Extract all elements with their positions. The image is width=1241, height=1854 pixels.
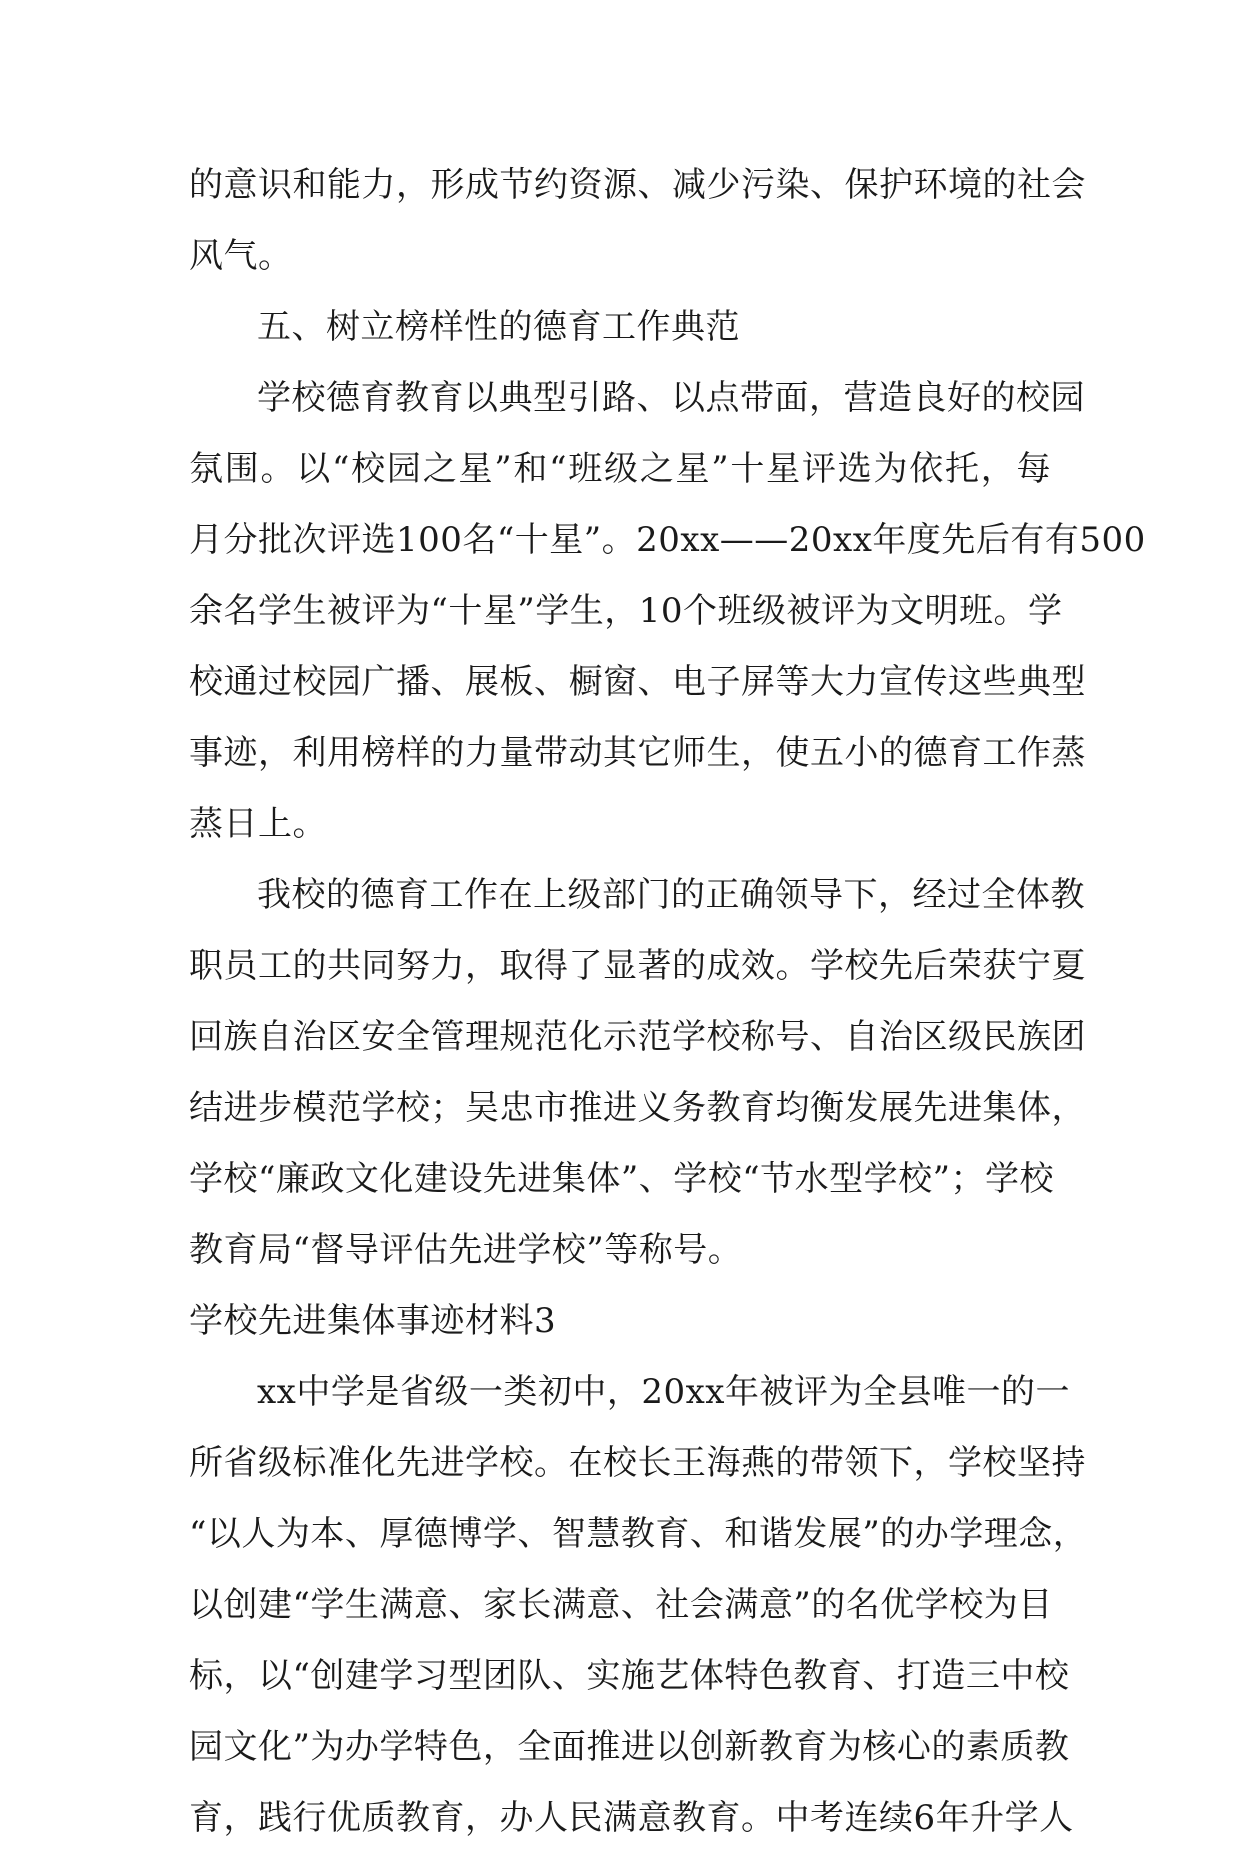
text-line: 以创建“学生满意、家长满意、社会满意”的名优学校为目 (189, 1585, 1053, 1625)
text-line: 的意识和能力，形成节约资源、减少污染、保护环境的社会 (189, 165, 1086, 205)
paragraph (189, 1357, 1088, 1854)
text-line: 学校先进集体事迹材料3 (189, 1301, 557, 1341)
section-heading (189, 1286, 1051, 1357)
text-line: 学校德育教育以典型引路、以点带面，营造良好的校园 (257, 378, 1085, 418)
section-heading (189, 292, 1051, 363)
paragraph (189, 150, 1086, 292)
paragraph (189, 860, 1086, 1286)
text-line: 余名学生被评为“十星”学生，10个班级被评为文明班。学 (189, 591, 1063, 631)
text-line: 教育局“督导评估先进学校”等称号。 (189, 1230, 743, 1270)
text-line: 职员工的共同努力，取得了显著的成效。学校先后荣获宁夏 (189, 946, 1086, 986)
text-line: 所省级标准化先进学校。在校长王海燕的带领下，学校坚持 (189, 1443, 1086, 1483)
text-line: 学校“廉政文化建设先进集体”、学校“节水型学校”；学校 (189, 1159, 1055, 1199)
text-line: 标，以“创建学习型团队、实施艺体特色教育、打造三中校 (189, 1656, 1070, 1696)
text-line: 我校的德育工作在上级部门的正确领导下，经过全体教 (257, 875, 1085, 915)
text-line: 结进步模范学校；吴忠市推进义务教育均衡发展先进集体， (189, 1088, 1086, 1128)
text-line: 校通过校园广播、展板、橱窗、电子屏等大力宣传这些典型 (189, 662, 1086, 702)
text-line: 五、树立榜样性的德育工作典范 (257, 307, 740, 347)
document-body (189, 150, 1146, 1854)
text-line: 回族自治区安全管理规范化示范学校称号、自治区级民族团 (189, 1017, 1086, 1057)
text-line: “以人为本、厚德博学、智慧教育、和谐发展”的办学理念， (189, 1514, 1088, 1554)
text-line: xx中学是省级一类初中，20xx年被评为全县唯一的一 (257, 1372, 1070, 1412)
paragraph (189, 363, 1146, 860)
text-line: 月分批次评选100名“十星”。20xx——20xx年度先后有有500 (189, 520, 1146, 560)
text-line: 事迹，利用榜样的力量带动其它师生，使五小的德育工作蒸 (189, 733, 1086, 773)
text-line: 园文化”为办学特色，全面推进以创新教育为核心的素质教 (189, 1727, 1070, 1767)
text-line: 蒸日上。 (189, 804, 327, 844)
text-line: 育，践行优质教育，办人民满意教育。中考连续6年升学人 (189, 1798, 1074, 1838)
text-line: 氛围。以“校园之星”和“班级之星”十星评选为依托，每 (189, 449, 1051, 489)
text-line: 风气。 (189, 236, 293, 276)
